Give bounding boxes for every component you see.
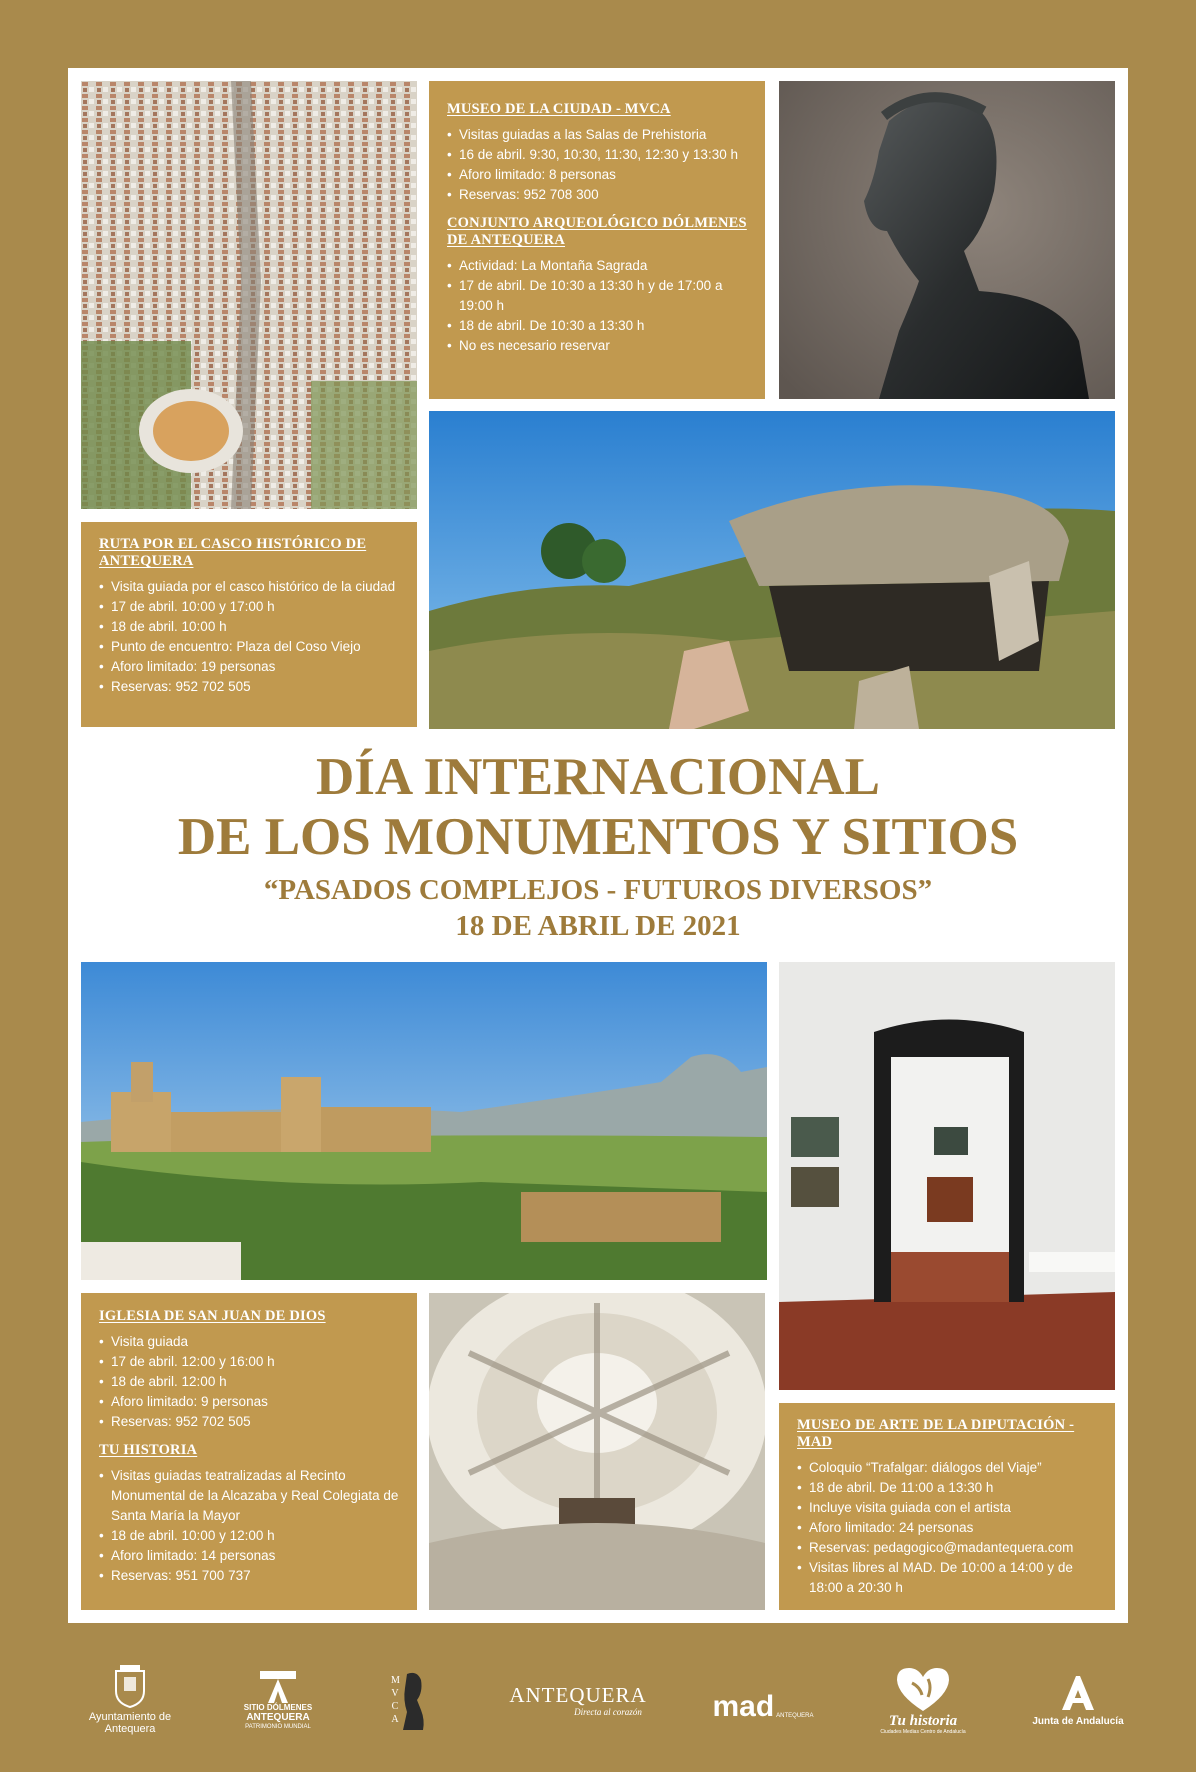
dolmenes-heading: CONJUNTO ARQUEOLÓGICO DÓLMENES DE ANTEQUERA bbox=[447, 215, 747, 248]
dolmenes-sub-text: PATRIMONIO MUNDIAL bbox=[245, 1724, 311, 1730]
list-item: • 18 de abril. 12:00 h bbox=[99, 1372, 399, 1392]
ruta-heading: RUTA POR EL CASCO HISTÓRICO DE ANTEQUERA bbox=[99, 536, 367, 569]
mvca-info-box bbox=[429, 81, 765, 399]
list-item: • 18 de abril. De 10:30 a 13:30 h bbox=[447, 316, 747, 336]
list-item: • 18 de abril. 10:00 h bbox=[99, 617, 399, 637]
list-item: • Visitas guiadas a las Salas de Prehistoria bbox=[447, 125, 747, 145]
mvca-text: MVCA bbox=[391, 1675, 400, 1725]
iglesia-heading: IGLESIA DE SAN JUAN DE DIOS bbox=[99, 1308, 326, 1324]
dolmenes-sitio-text: SITIO DÓLMENES bbox=[243, 1703, 313, 1712]
list-item: • Reservas: 951 700 737 bbox=[99, 1566, 399, 1586]
list-item: • Coloquio “Trafalgar: diálogos del Viaje” bbox=[797, 1458, 1097, 1478]
baroque-dome-photo bbox=[429, 1293, 765, 1610]
mad-heading: MUSEO DE ARTE DE LA DIPUTACIÓN - MAD bbox=[797, 1417, 1075, 1450]
tuhistoria-sub-text: Ciudades Medias Centro de Andalucía bbox=[880, 1728, 966, 1735]
list-item: • Aforo limitado: 8 personas bbox=[447, 165, 747, 185]
ayuntamiento-logo[interactable] bbox=[80, 1650, 180, 1750]
mvca-logo[interactable] bbox=[378, 1650, 438, 1750]
list-item: • Aforo limitado: 14 personas bbox=[99, 1546, 399, 1566]
sponsor-logos bbox=[68, 1650, 1128, 1750]
mad-text: mad bbox=[712, 1690, 775, 1723]
ruta-info-box bbox=[81, 522, 417, 727]
list-item: • 17 de abril. De 10:30 a 13:30 h y de 17:00 a 19:00 h bbox=[447, 276, 747, 316]
list-item: • Visita guiada bbox=[99, 1332, 399, 1352]
dolmen-photo bbox=[429, 411, 1115, 729]
museum-room-photo bbox=[779, 962, 1115, 1390]
antequera-logo[interactable] bbox=[498, 1650, 658, 1750]
list-item: • No es necesario reservar bbox=[447, 336, 747, 356]
tuhistoria-list bbox=[99, 1466, 399, 1586]
list-item: • Aforo limitado: 19 personas bbox=[99, 657, 399, 677]
list-item: • Visita guiada por el casco histórico de la ciudad bbox=[99, 577, 399, 597]
ayuntamiento-crest-icon bbox=[113, 1665, 147, 1709]
junta-text: Junta de Andalucía bbox=[1032, 1716, 1124, 1727]
city-aerial-photo bbox=[81, 81, 417, 509]
list-item: • Reservas: pedagogico@madantequera.com bbox=[797, 1538, 1097, 1558]
list-item: • Incluye visita guiada con el artista bbox=[797, 1498, 1097, 1518]
ayuntamiento-text: Ayuntamiento de Antequera bbox=[88, 1711, 172, 1735]
alcazaba-photo bbox=[81, 962, 767, 1280]
main-title-line2: DE LOS MONUMENTOS Y SITIOS bbox=[177, 808, 1019, 866]
antequera-tagline: Directa al corazón bbox=[574, 1706, 642, 1717]
list-item: • 16 de abril. 9:30, 10:30, 11:30, 12:30 y 13:30 h bbox=[447, 145, 747, 165]
iglesia-list bbox=[99, 1332, 399, 1432]
antequera-text: ANTEQUERA bbox=[509, 1682, 647, 1707]
tuhistoria-logo[interactable] bbox=[868, 1650, 978, 1750]
main-title-line1: DÍA INTERNACIONAL bbox=[316, 748, 880, 806]
iglesia-info-box bbox=[81, 1293, 417, 1610]
list-item: • 17 de abril. 12:00 y 16:00 h bbox=[99, 1352, 399, 1372]
bronze-statue-photo bbox=[779, 81, 1115, 399]
junta-a-icon bbox=[1058, 1672, 1098, 1712]
mvca-heading: MUSEO DE LA CIUDAD - MVCA bbox=[447, 101, 671, 117]
dolmenes-logo[interactable] bbox=[238, 1650, 318, 1750]
list-item: • Reservas: 952 702 505 bbox=[99, 1412, 399, 1432]
list-item: • Punto de encuentro: Plaza del Coso Viejo bbox=[99, 637, 399, 657]
list-item: • 18 de abril. 10:00 y 12:00 h bbox=[99, 1526, 399, 1546]
ruta-list bbox=[99, 577, 399, 697]
list-item: • Reservas: 952 708 300 bbox=[447, 185, 747, 205]
list-item: • 18 de abril. De 11:00 a 13:30 h bbox=[797, 1478, 1097, 1498]
list-item: • 17 de abril. 10:00 y 17:00 h bbox=[99, 597, 399, 617]
list-item: • Visitas libres al MAD. De 10:00 a 14:00 y de 18:00 a 20:30 h bbox=[797, 1558, 1097, 1598]
junta-logo[interactable] bbox=[1028, 1650, 1128, 1750]
subtitle: “PASADOS COMPLEJOS - FUTUROS DIVERSOS” bbox=[263, 874, 933, 906]
tuhistoria-heading: TU HISTORIA bbox=[99, 1442, 198, 1458]
list-item: • Reservas: 952 702 505 bbox=[99, 677, 399, 697]
dolmenes-list bbox=[447, 256, 747, 356]
mad-sub-text: ANTEQUERA bbox=[776, 1713, 814, 1719]
list-item: • Aforo limitado: 9 personas bbox=[99, 1392, 399, 1412]
list-item: • Aforo limitado: 24 personas bbox=[797, 1518, 1097, 1538]
mad-logo[interactable] bbox=[708, 1650, 818, 1750]
heart-icon bbox=[894, 1665, 952, 1713]
list-item: • Actividad: La Montaña Sagrada bbox=[447, 256, 747, 276]
dolmenes-a-icon bbox=[258, 1669, 298, 1703]
mvca-statue-icon bbox=[399, 1670, 425, 1730]
mad-info-box bbox=[779, 1403, 1115, 1610]
event-date: 18 DE ABRIL DE 2021 bbox=[455, 910, 741, 942]
mad-list bbox=[797, 1458, 1097, 1598]
list-item: • Visitas guiadas teatralizadas al Recinto Monumental de la Alcazaba y Real Colegiata de Santa María la Mayor bbox=[99, 1466, 399, 1526]
tuhistoria-text: Tu historia bbox=[888, 1712, 958, 1729]
dolmenes-name-text: ANTEQUERA bbox=[246, 1712, 310, 1723]
mvca-list bbox=[447, 125, 747, 205]
